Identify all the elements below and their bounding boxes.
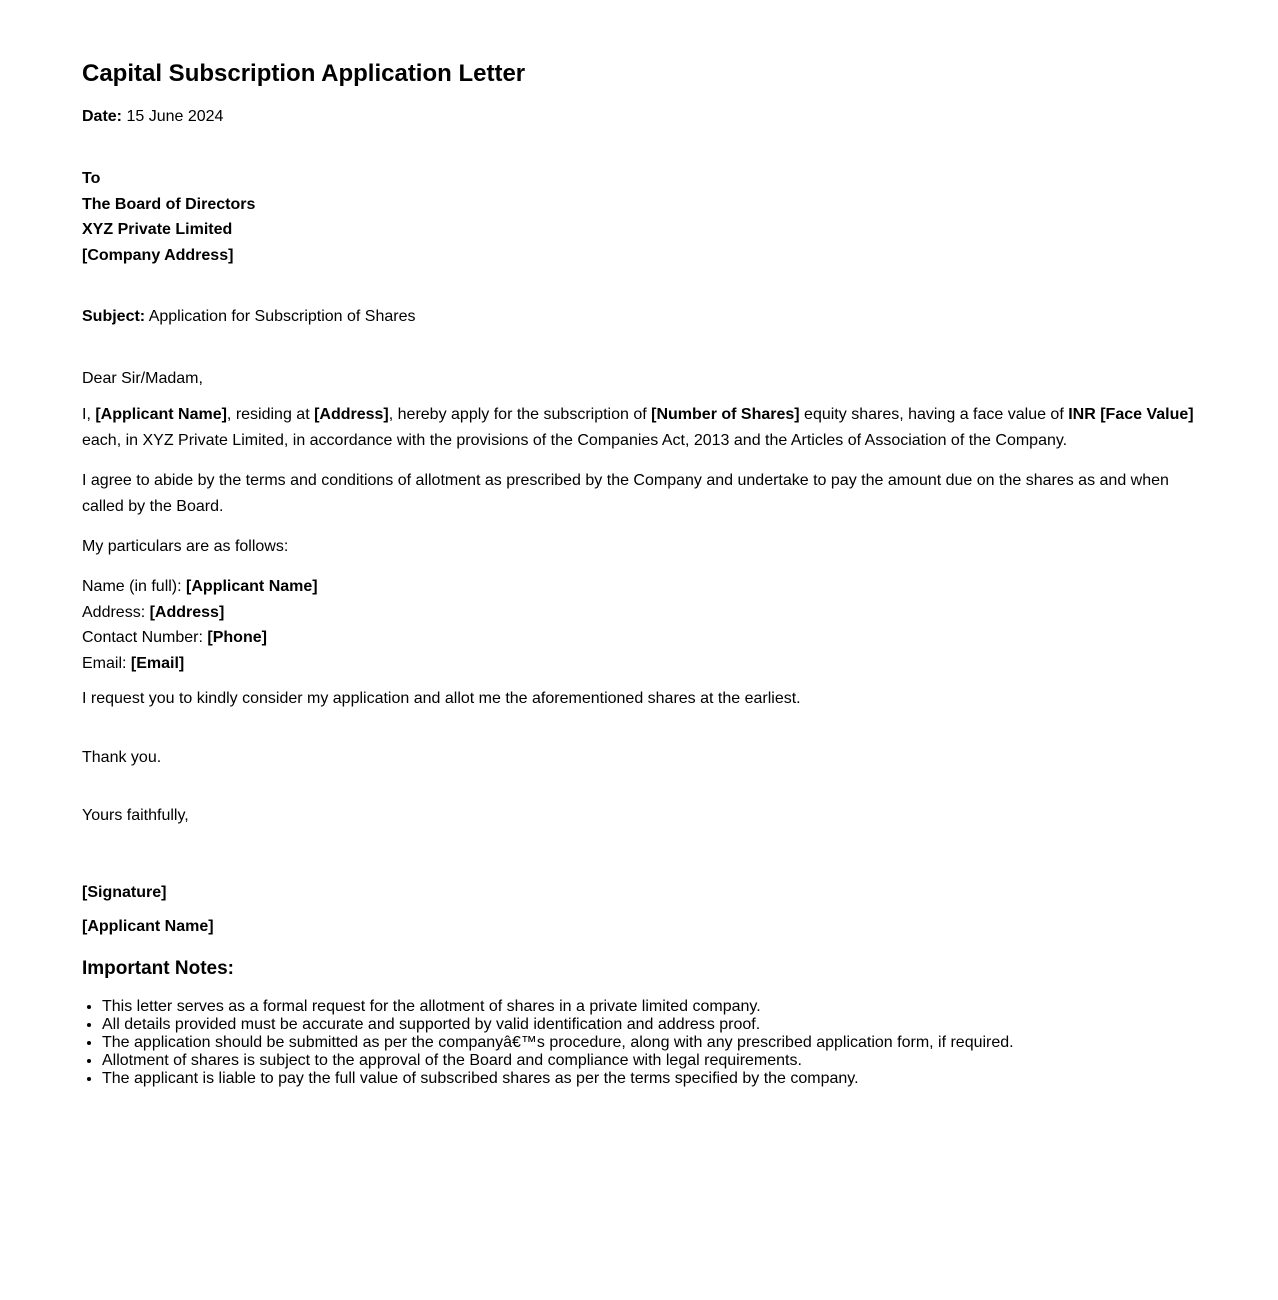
recipient-block	[82, 166, 1196, 268]
name-label: Name (in full):	[82, 578, 187, 595]
contact-label: Contact Number:	[82, 629, 208, 646]
notes-heading: Important Notes:	[82, 958, 234, 979]
date-label: Date:	[82, 108, 123, 125]
subject-value: Application for Subscription of Shares	[148, 308, 416, 325]
paragraph-agreement: I agree to abide by the terms and conditions of allotment as prescribed by the Company and undertake to pay the amount due on the shares as and when called by the Board.	[82, 472, 1169, 515]
paragraph-particulars-intro: My particulars are as follows:	[82, 538, 289, 555]
para1-applicant-name: [Applicant Name]	[95, 406, 227, 423]
para1-face-value: INR [Face Value]	[1068, 406, 1194, 423]
note-item: • The applicant is liable to pay the full value of subscribed shares as per the terms specified by the company.	[102, 1070, 1196, 1088]
para1-text-3: , hereby apply for the subscription of	[388, 406, 652, 423]
note-item: • Allotment of shares is subject to the approval of the Board and compliance with legal requirements.	[102, 1052, 1196, 1070]
subject-label: Subject:	[82, 308, 146, 325]
address-label: Address:	[82, 603, 150, 621]
para1-number-of-shares: [Number of Shares]	[651, 406, 800, 423]
particular-email	[82, 651, 1196, 677]
closing-line: Yours faithfully,	[82, 807, 189, 824]
signature-placeholder: [Signature]	[82, 884, 167, 901]
paragraph-application	[82, 402, 1196, 454]
address-value: [Address]	[149, 603, 225, 621]
para1-text-2: , residing at	[226, 406, 315, 423]
name-value: [Applicant Name]	[186, 578, 318, 595]
para1-address: [Address]	[314, 406, 389, 423]
date-line	[82, 108, 1196, 126]
particular-address	[82, 600, 1196, 626]
para1-text-5: each, in XYZ Private Limited, in accordance with the provisions of the Companies Act, 2013 and the Articles of Association of the Company.	[82, 432, 1068, 449]
recipient-line-2: XYZ Private Limited	[82, 221, 233, 238]
note-item: • This letter serves as a formal request for the allotment of shares in a private limited company.	[102, 998, 1196, 1016]
recipient-line-1: The Board of Directors	[82, 195, 256, 213]
particulars-block	[82, 574, 1196, 676]
date-value: 15 June 2024	[126, 108, 224, 125]
page-title: Capital Subscription Application Letter	[82, 60, 526, 87]
email-label: Email:	[82, 654, 131, 672]
signature-name: [Applicant Name]	[82, 918, 214, 935]
notes-list	[82, 998, 1196, 1088]
thanks-line: Thank you.	[82, 749, 162, 766]
particular-name	[82, 574, 1196, 600]
paragraph-request: I request you to kindly consider my application and allot me the aforementioned shares at the earliest.	[82, 690, 801, 707]
email-value: [Email]	[130, 654, 185, 672]
recipient-line-3: [Company Address]	[82, 246, 234, 264]
note-item: • The application should be submitted as per the companyâ€™s procedure, along with any prescribed application form, if required.	[102, 1034, 1196, 1052]
para1-text-1: I,	[82, 406, 96, 423]
salutation: Dear Sir/Madam,	[82, 370, 203, 387]
contact-value: [Phone]	[207, 629, 267, 646]
subject-line	[82, 308, 1196, 326]
para1-text-4: equity shares, having a face value of	[799, 406, 1069, 423]
recipient-to: To	[82, 170, 101, 187]
particular-contact	[82, 625, 1196, 651]
note-item: • All details provided must be accurate and supported by valid identification and address proof.	[102, 1016, 1196, 1034]
